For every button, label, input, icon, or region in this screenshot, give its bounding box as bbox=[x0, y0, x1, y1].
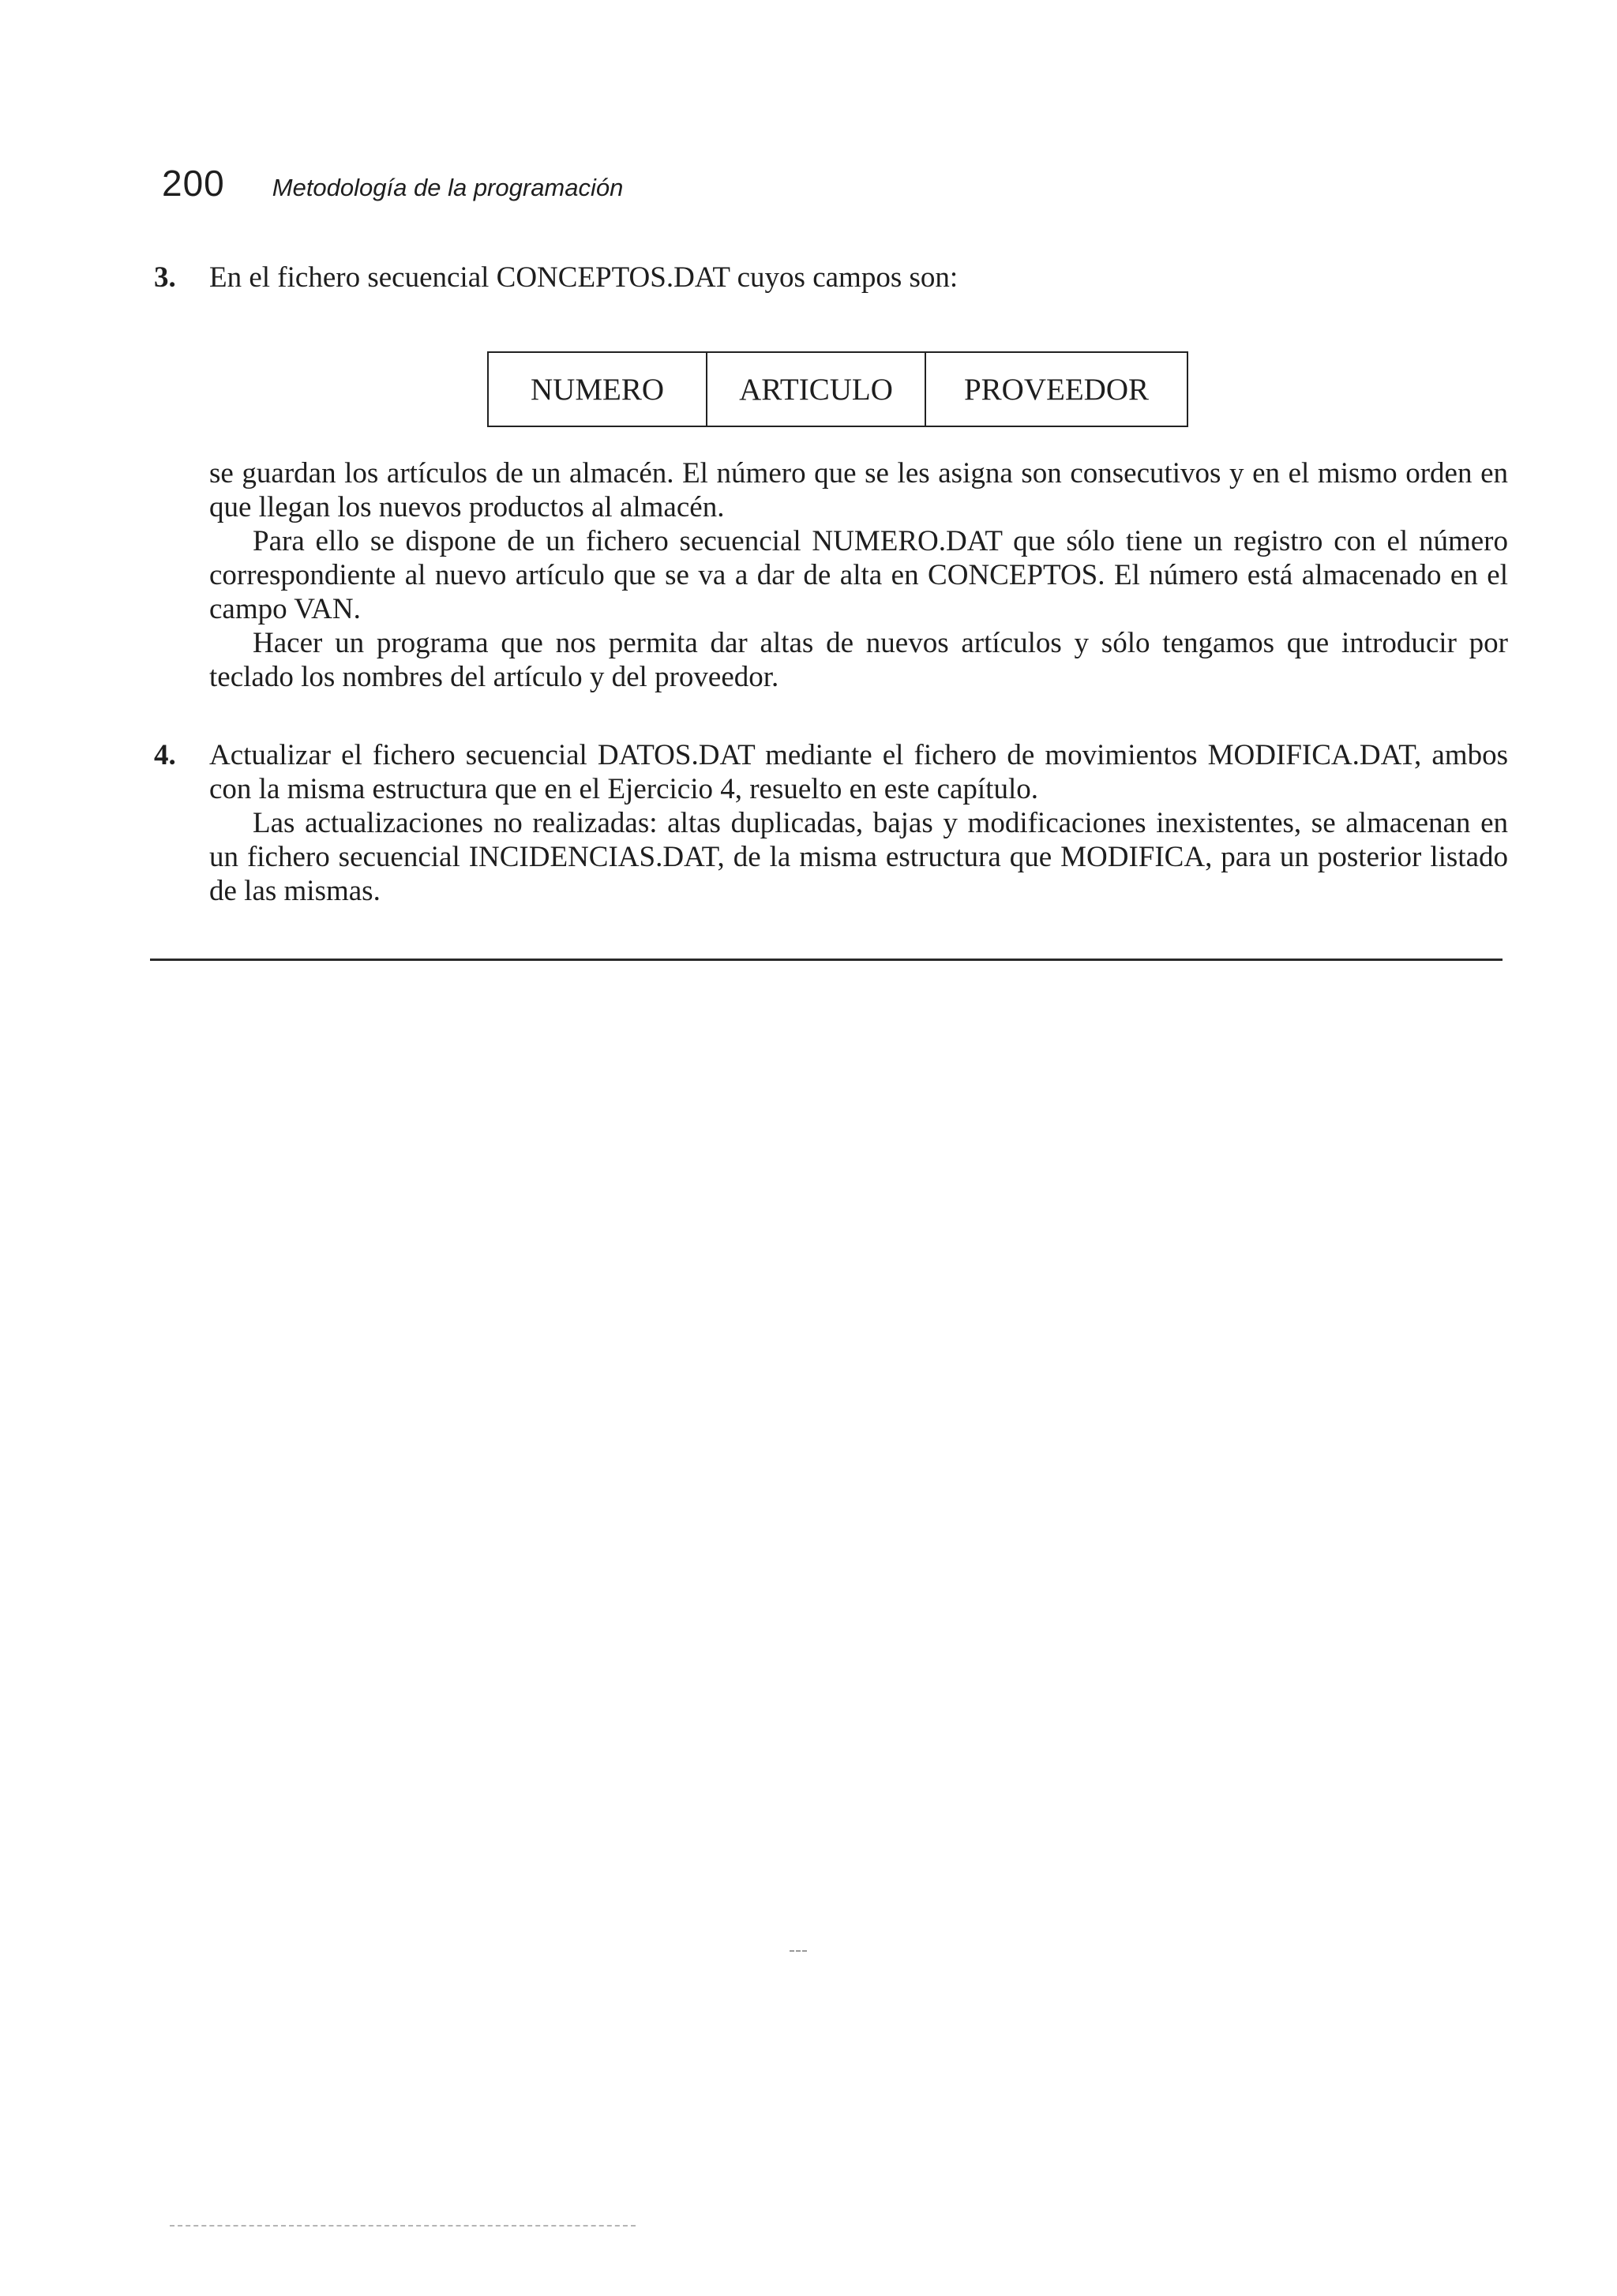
record-fields-table bbox=[487, 351, 1188, 427]
exercise-4 bbox=[154, 738, 1508, 908]
scan-artifact-mark bbox=[790, 1950, 807, 1952]
exercise-4-paragraph-1: Actualizar el fichero secuencial DATOS.DAT mediante el fichero de movimientos MODIFICA.DAT, ambos con la misma estructura que en el Ejercicio 4, resuelto en este capítulo. bbox=[209, 739, 1508, 805]
exercise-3-paragraph-2: Para ello se dispone de un fichero secuencial NUMERO.DAT que sólo tiene un registro con el número correspondiente al nuevo artículo que se va a dar de alta en CONCEPTOS. El número está almacenado en el campo VAN. bbox=[209, 525, 1508, 625]
exercise-4-paragraph-2: Las actualizaciones no realizadas: altas duplicadas, bajas y modificaciones inexistentes, se almacenan en un fichero secuencial INCIDENCIAS.DAT, de la misma estructura que MODIFICA, para un posterior listado de las mismas. bbox=[209, 807, 1508, 907]
page-header bbox=[162, 162, 623, 204]
page-number: 200 bbox=[162, 163, 225, 204]
exercise-3-number: 3. bbox=[154, 261, 176, 294]
running-title: Metodología de la programación bbox=[272, 174, 624, 201]
exercise-3-intro-text: En el fichero secuencial CONCEPTOS.DAT cuyos campos son: bbox=[209, 261, 959, 294]
record-fields-row bbox=[488, 352, 1187, 426]
scan-artifact-line bbox=[170, 2225, 636, 2227]
exercise-3-body bbox=[154, 456, 1508, 694]
exercise-3-intro bbox=[154, 261, 1508, 295]
exercise-3-paragraph-3: Hacer un programa que nos permita dar altas de nuevos artículos y sólo tengamos que introducir por teclado los nombres del artículo y del proveedor. bbox=[209, 627, 1508, 693]
exercise-4-number: 4. bbox=[154, 739, 176, 771]
section-divider bbox=[150, 959, 1503, 961]
field-cell-numero: NUMERO bbox=[488, 352, 707, 426]
field-cell-proveedor: PROVEEDOR bbox=[925, 352, 1187, 426]
exercise-3-paragraph-1: se guardan los artículos de un almacén. El número que se les asigna son consecutivos y en el mismo orden en que llegan los nuevos productos al almacén. bbox=[209, 457, 1508, 523]
field-cell-articulo: ARTICULO bbox=[707, 352, 925, 426]
